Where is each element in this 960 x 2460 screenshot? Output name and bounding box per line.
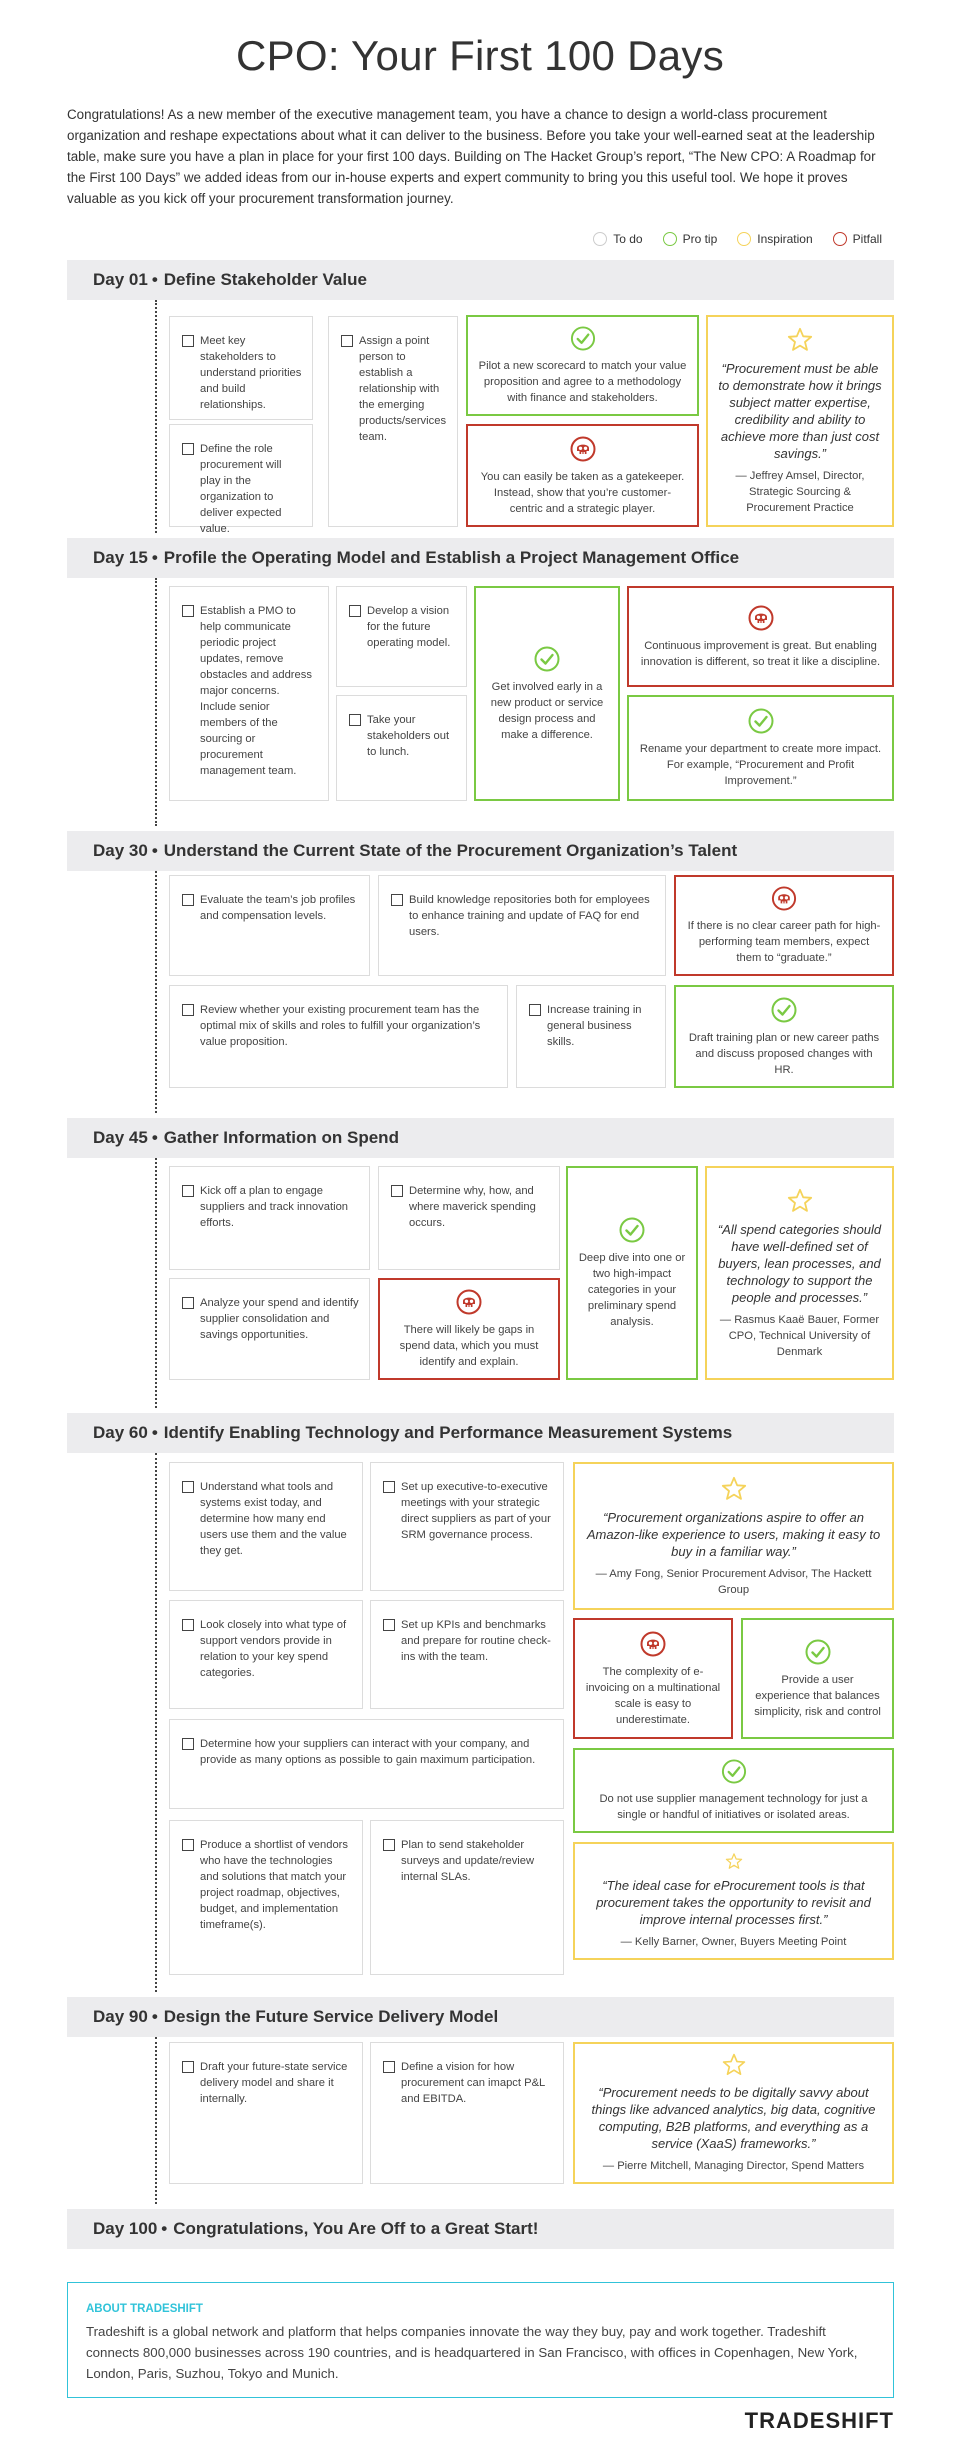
todo-checkbox[interactable] <box>182 1297 194 1309</box>
todo-text: Establish a PMO to help communicate periodic project updates, remove obstacles and address major concerns. Include senior members of the sourcing or procurement management team. <box>200 605 312 777</box>
section-title: Congratulations, You Are Off to a Great Start! <box>173 2219 539 2238</box>
check-circle-icon <box>618 1216 646 1244</box>
legend-item <box>593 232 642 246</box>
pitfall-card <box>378 1278 560 1380</box>
section-header <box>67 2209 894 2249</box>
legend-swatch <box>833 232 847 246</box>
todo-text: Understand what tools and systems exist today, and determine how many end users use them and the value they get. <box>200 1481 347 1557</box>
pro-tip-card <box>474 586 620 801</box>
inspiration-card <box>573 1462 894 1610</box>
section-header <box>67 538 894 578</box>
legend-swatch <box>593 232 607 246</box>
legend-label: To do <box>613 232 643 246</box>
section-title: Gather Information on Spend <box>163 1128 399 1147</box>
todo-checkbox[interactable] <box>391 894 403 906</box>
legend <box>593 232 882 246</box>
pitfall-text: There will likely be gaps in spend data, which you must identify and explain. <box>399 1324 539 1368</box>
about-box <box>67 2282 894 2398</box>
quote-author: — Pierre Mitchell, Managing Director, Spend Matters <box>602 2160 865 2172</box>
pro-tip-text: Get involved early in a new product or service design process and make a difference. <box>490 680 604 741</box>
todo-checkbox[interactable] <box>383 2061 395 2073</box>
todo-card <box>378 875 666 976</box>
page-title: CPO: Your First 100 Days <box>235 32 725 79</box>
inspiration-quote: “All spend categories should have well-defined set of buyers, lean processes, and technology to support the people and processes.” <box>717 1221 882 1305</box>
check-circle-icon <box>720 1758 748 1785</box>
todo-card <box>169 1820 363 1975</box>
star-icon <box>720 2052 748 2078</box>
section-bullet: • <box>161 2219 168 2238</box>
todo-card <box>370 1462 564 1591</box>
section-title: Identify Enabling Technology and Performance Measurement Systems <box>163 1423 733 1442</box>
section-header <box>67 831 894 871</box>
todo-card <box>370 1600 564 1709</box>
todo-card <box>370 2042 564 2184</box>
todo-text: Set up executive-to-executive meetings with your strategic direct suppliers as part of your SRM governance process. <box>401 1481 551 1541</box>
todo-card <box>169 586 329 801</box>
todo-card <box>169 1600 363 1709</box>
timeline-dotted-line <box>155 1453 157 1992</box>
todo-text: Set up KPIs and benchmarks and prepare for routine check-ins with the team. <box>401 1619 551 1663</box>
inspiration-card <box>573 2042 894 2184</box>
section-bullet: • <box>151 841 158 860</box>
todo-checkbox[interactable] <box>182 894 194 906</box>
todo-checkbox[interactable] <box>383 1839 395 1851</box>
quote-author: — Jeffrey Amsel, Director, Strategic Sourcing & Procurement Practice <box>735 470 865 514</box>
quote-author: — Kelly Barner, Owner, Buyers Meeting Point <box>620 1936 847 1948</box>
check-circle-icon <box>569 325 597 352</box>
section-day: Day 90 <box>93 2007 148 2026</box>
todo-text: Review whether your existing procurement team has the optimal mix of skills and roles to fulfill your organization’s value proposition. <box>200 1004 481 1048</box>
check-circle-icon <box>747 707 775 735</box>
todo-text: Plan to send stakeholder surveys and update/review internal SLAs. <box>401 1839 535 1883</box>
todo-checkbox[interactable] <box>391 1185 403 1197</box>
todo-card <box>516 985 666 1088</box>
pro-tip-text: Pilot a new scorecard to match your value proposition and agree to a methodology with finance and stakeholders. <box>478 360 687 404</box>
star-icon <box>720 1852 748 1871</box>
pitfall-card <box>674 875 894 976</box>
todo-card <box>169 1719 564 1809</box>
pitfall-text: Continuous improvement is great. But enabling innovation is different, so treat it like a discipline. <box>640 639 881 668</box>
todo-checkbox[interactable] <box>383 1619 395 1631</box>
timeline-dotted-line <box>155 871 157 1113</box>
star-icon <box>786 326 814 354</box>
todo-checkbox[interactable] <box>182 1004 194 1016</box>
todo-text: Determine how your suppliers can interact with your company, and provide as many options as possible to gain maximum participation. <box>200 1738 536 1766</box>
section-day: Day 15 <box>93 548 148 567</box>
legend-label: Pitfall <box>852 232 882 246</box>
todo-checkbox[interactable] <box>182 1185 194 1197</box>
todo-text: Analyze your spend and identify supplier consolidation and savings opportunities. <box>200 1297 359 1341</box>
todo-checkbox[interactable] <box>349 714 361 726</box>
pitfall-card <box>466 424 699 527</box>
todo-card <box>169 1278 370 1380</box>
todo-text: Define a vision for how procurement can imapct P&L and EBITDA. <box>401 2061 545 2105</box>
star-icon <box>720 1475 748 1503</box>
todo-card <box>169 424 313 535</box>
inspiration-quote: “Procurement needs to be digitally savvy about things like advanced analytics, big data, cognitive computing, B2B platforms, and everything as a service (XaaS) frameworks.” <box>591 2085 876 2151</box>
todo-text: Produce a shortlist of vendors who have the technologies and solutions that match your project roadmap, objectives, budget, and implementation timeframe(s). <box>200 1839 348 1931</box>
todo-card <box>378 1166 560 1270</box>
legend-swatch <box>737 232 751 246</box>
todo-card <box>169 1462 363 1591</box>
todo-checkbox[interactable] <box>182 605 194 617</box>
todo-text: Develop a vision for the future operating model. <box>367 605 451 649</box>
todo-checkbox[interactable] <box>182 1619 194 1631</box>
todo-card <box>328 316 458 527</box>
intro-paragraph: Congratulations! As a new member of the executive management team, you have a chance to design a world-class procurement organization and reshape expectations about what it can deliver to the business. Before you take your well-earned seat at the leadership table, make sure you have a plan in place for your first 100 days. Building on The Hacket Group’s report, “The New CPO: A Roadmap for the First 100 Days” we added ideas from our in-house experts and expert community to bring you this useful tool. We hope it proves valuable as you kick off your procurement transformation journey. <box>67 107 876 206</box>
todo-text: Draft your future-state service delivery model and share it internally. <box>200 2061 348 2105</box>
timeline-dotted-line <box>155 578 157 826</box>
section-bullet: • <box>151 548 158 567</box>
todo-checkbox[interactable] <box>182 335 194 347</box>
todo-card <box>169 2042 363 2184</box>
todo-checkbox[interactable] <box>341 335 353 347</box>
pro-tip-text: Draft training plan or new career paths and discuss proposed changes with HR. <box>688 1031 880 1076</box>
legend-item <box>833 232 882 246</box>
todo-card <box>336 695 467 801</box>
todo-checkbox[interactable] <box>529 1004 541 1016</box>
skull-icon <box>747 604 775 632</box>
todo-checkbox[interactable] <box>182 1738 194 1750</box>
pitfall-text: You can easily be taken as a gatekeeper. Instead, show that you’re customer-centric and a strategic player. <box>480 470 685 515</box>
todo-text: Meet key stakeholders to understand priorities and build relationships. <box>200 335 302 411</box>
section-day: Day 01 <box>93 270 148 289</box>
pro-tip-text: Provide a user experience that balances simplicity, risk and control <box>754 1673 881 1718</box>
todo-text: Increase training in general business skills. <box>547 1004 642 1048</box>
section-header <box>67 1118 894 1158</box>
pro-tip-card <box>741 1618 894 1739</box>
section-title: Define Stakeholder Value <box>163 270 367 289</box>
todo-text: Kick off a plan to engage suppliers and track innovation efforts. <box>200 1185 349 1229</box>
section-header <box>67 1997 894 2037</box>
about-text: Tradeshift is a global network and platform that helps companies innovate the way they buy, pay and work together. Tradeshift connects 800,000 businesses across 190 countries, and is headquartered in San Francisco, with offices in Copenhagen, New York, London, Paris, Suzhou, Tokyo and Munich. <box>86 2324 858 2381</box>
section-title: Profile the Operating Model and Establish a Project Management Office <box>163 548 740 567</box>
todo-checkbox[interactable] <box>182 443 194 455</box>
section-bullet: • <box>151 1423 158 1442</box>
pro-tip-card <box>674 985 894 1088</box>
pro-tip-card <box>627 695 894 801</box>
section-bullet: • <box>151 270 158 289</box>
todo-checkbox[interactable] <box>349 605 361 617</box>
section-day: Day 30 <box>93 841 148 860</box>
pro-tip-text: Do not use supplier management technology for just a single or handful of initiatives or isolated areas. <box>599 1793 868 1821</box>
section-day: Day 45 <box>93 1128 148 1147</box>
todo-text: Take your stakeholders out to lunch. <box>367 714 450 758</box>
check-circle-icon <box>770 996 798 1024</box>
skull-icon <box>569 435 597 463</box>
legend-label: Inspiration <box>757 232 813 246</box>
check-circle-icon <box>533 645 561 673</box>
check-circle-icon <box>804 1638 832 1666</box>
todo-card <box>169 1166 370 1270</box>
todo-text: Determine why, how, and where maverick spending occurs. <box>409 1185 536 1229</box>
inspiration-card <box>573 1842 894 1960</box>
legend-label: Pro tip <box>682 232 718 246</box>
section-title: Understand the Current State of the Procurement Organization’s Talent <box>163 841 738 860</box>
todo-card <box>370 1820 564 1975</box>
todo-text: Assign a point person to establish a relationship with the emerging products/services team. <box>359 335 447 443</box>
todo-text: Evaluate the team’s job profiles and compensation levels. <box>200 894 356 922</box>
tradeshift-logo: TRADESHIFT <box>744 2408 894 2433</box>
pro-tip-text: Rename your department to create more impact. For example, “Procurement and Profit Improvement.” <box>639 743 882 787</box>
timeline-dotted-line <box>155 2037 157 2204</box>
quote-author: — Amy Fong, Senior Procurement Advisor, The Hackett Group <box>595 1567 872 1596</box>
legend-swatch <box>663 232 677 246</box>
pro-tip-text: Deep dive into one or two high-impact categories in your preliminary spend analysis. <box>578 1252 686 1328</box>
pro-tip-card <box>466 315 699 416</box>
pro-tip-card <box>573 1748 894 1833</box>
inspiration-card <box>706 315 894 527</box>
section-bullet: • <box>151 1128 158 1147</box>
skull-icon <box>770 885 798 912</box>
inspiration-card <box>705 1166 894 1380</box>
todo-text: Look closely into what type of support vendors provide in relation to your key spend categories. <box>200 1619 347 1679</box>
section-header <box>67 1413 894 1453</box>
pitfall-text: If there is no clear career path for high-performing team members, expect them to “graduate.” <box>687 920 881 964</box>
quote-author: — Rasmus Kaaë Bauer, Former CPO, Technical University of Denmark <box>719 1313 880 1358</box>
todo-text: Build knowledge repositories both for employees to enhance training and update of FAQ for end users. <box>409 894 650 938</box>
todo-card <box>169 985 508 1088</box>
todo-card <box>169 316 313 420</box>
legend-item <box>663 232 718 246</box>
section-title: Design the Future Service Delivery Model <box>163 2007 499 2026</box>
star-icon <box>786 1187 814 1215</box>
pro-tip-card <box>566 1166 698 1380</box>
section-day: Day 100 <box>93 2219 158 2238</box>
section-day: Day 60 <box>93 1423 148 1442</box>
skull-icon <box>639 1630 667 1658</box>
timeline-dotted-line <box>155 1158 157 1408</box>
timeline-dotted-line <box>155 300 157 533</box>
todo-checkbox[interactable] <box>182 1839 194 1851</box>
skull-icon <box>455 1288 483 1316</box>
legend-item <box>737 232 812 246</box>
inspiration-quote: “Procurement must be able to demonstrate how it brings subject matter expertise, credibility and ability to achieve more than just cost savings.” <box>718 361 882 461</box>
todo-card <box>336 586 467 687</box>
todo-text: Define the role procurement will play in the organization to deliver expected value. <box>200 443 282 535</box>
section-header <box>67 260 894 300</box>
pitfall-card <box>627 586 894 687</box>
todo-card <box>169 875 370 976</box>
todo-checkbox[interactable] <box>182 1481 194 1493</box>
pitfall-card <box>573 1618 733 1739</box>
todo-checkbox[interactable] <box>383 1481 395 1493</box>
about-heading: ABOUT TRADESHIFT <box>86 2303 203 2315</box>
todo-checkbox[interactable] <box>182 2061 194 2073</box>
section-bullet: • <box>151 2007 158 2026</box>
pitfall-text: The complexity of e-invoicing on a multinational scale is easy to underestimate. <box>585 1665 721 1726</box>
inspiration-quote: “The ideal case for eProcurement tools is that procurement takes the opportunity to revisit and improve internal processes first.” <box>596 1878 871 1927</box>
inspiration-quote: “Procurement organizations aspire to offer an Amazon-like experience to users, making it easy to buy in a familiar way.” <box>586 1509 881 1559</box>
